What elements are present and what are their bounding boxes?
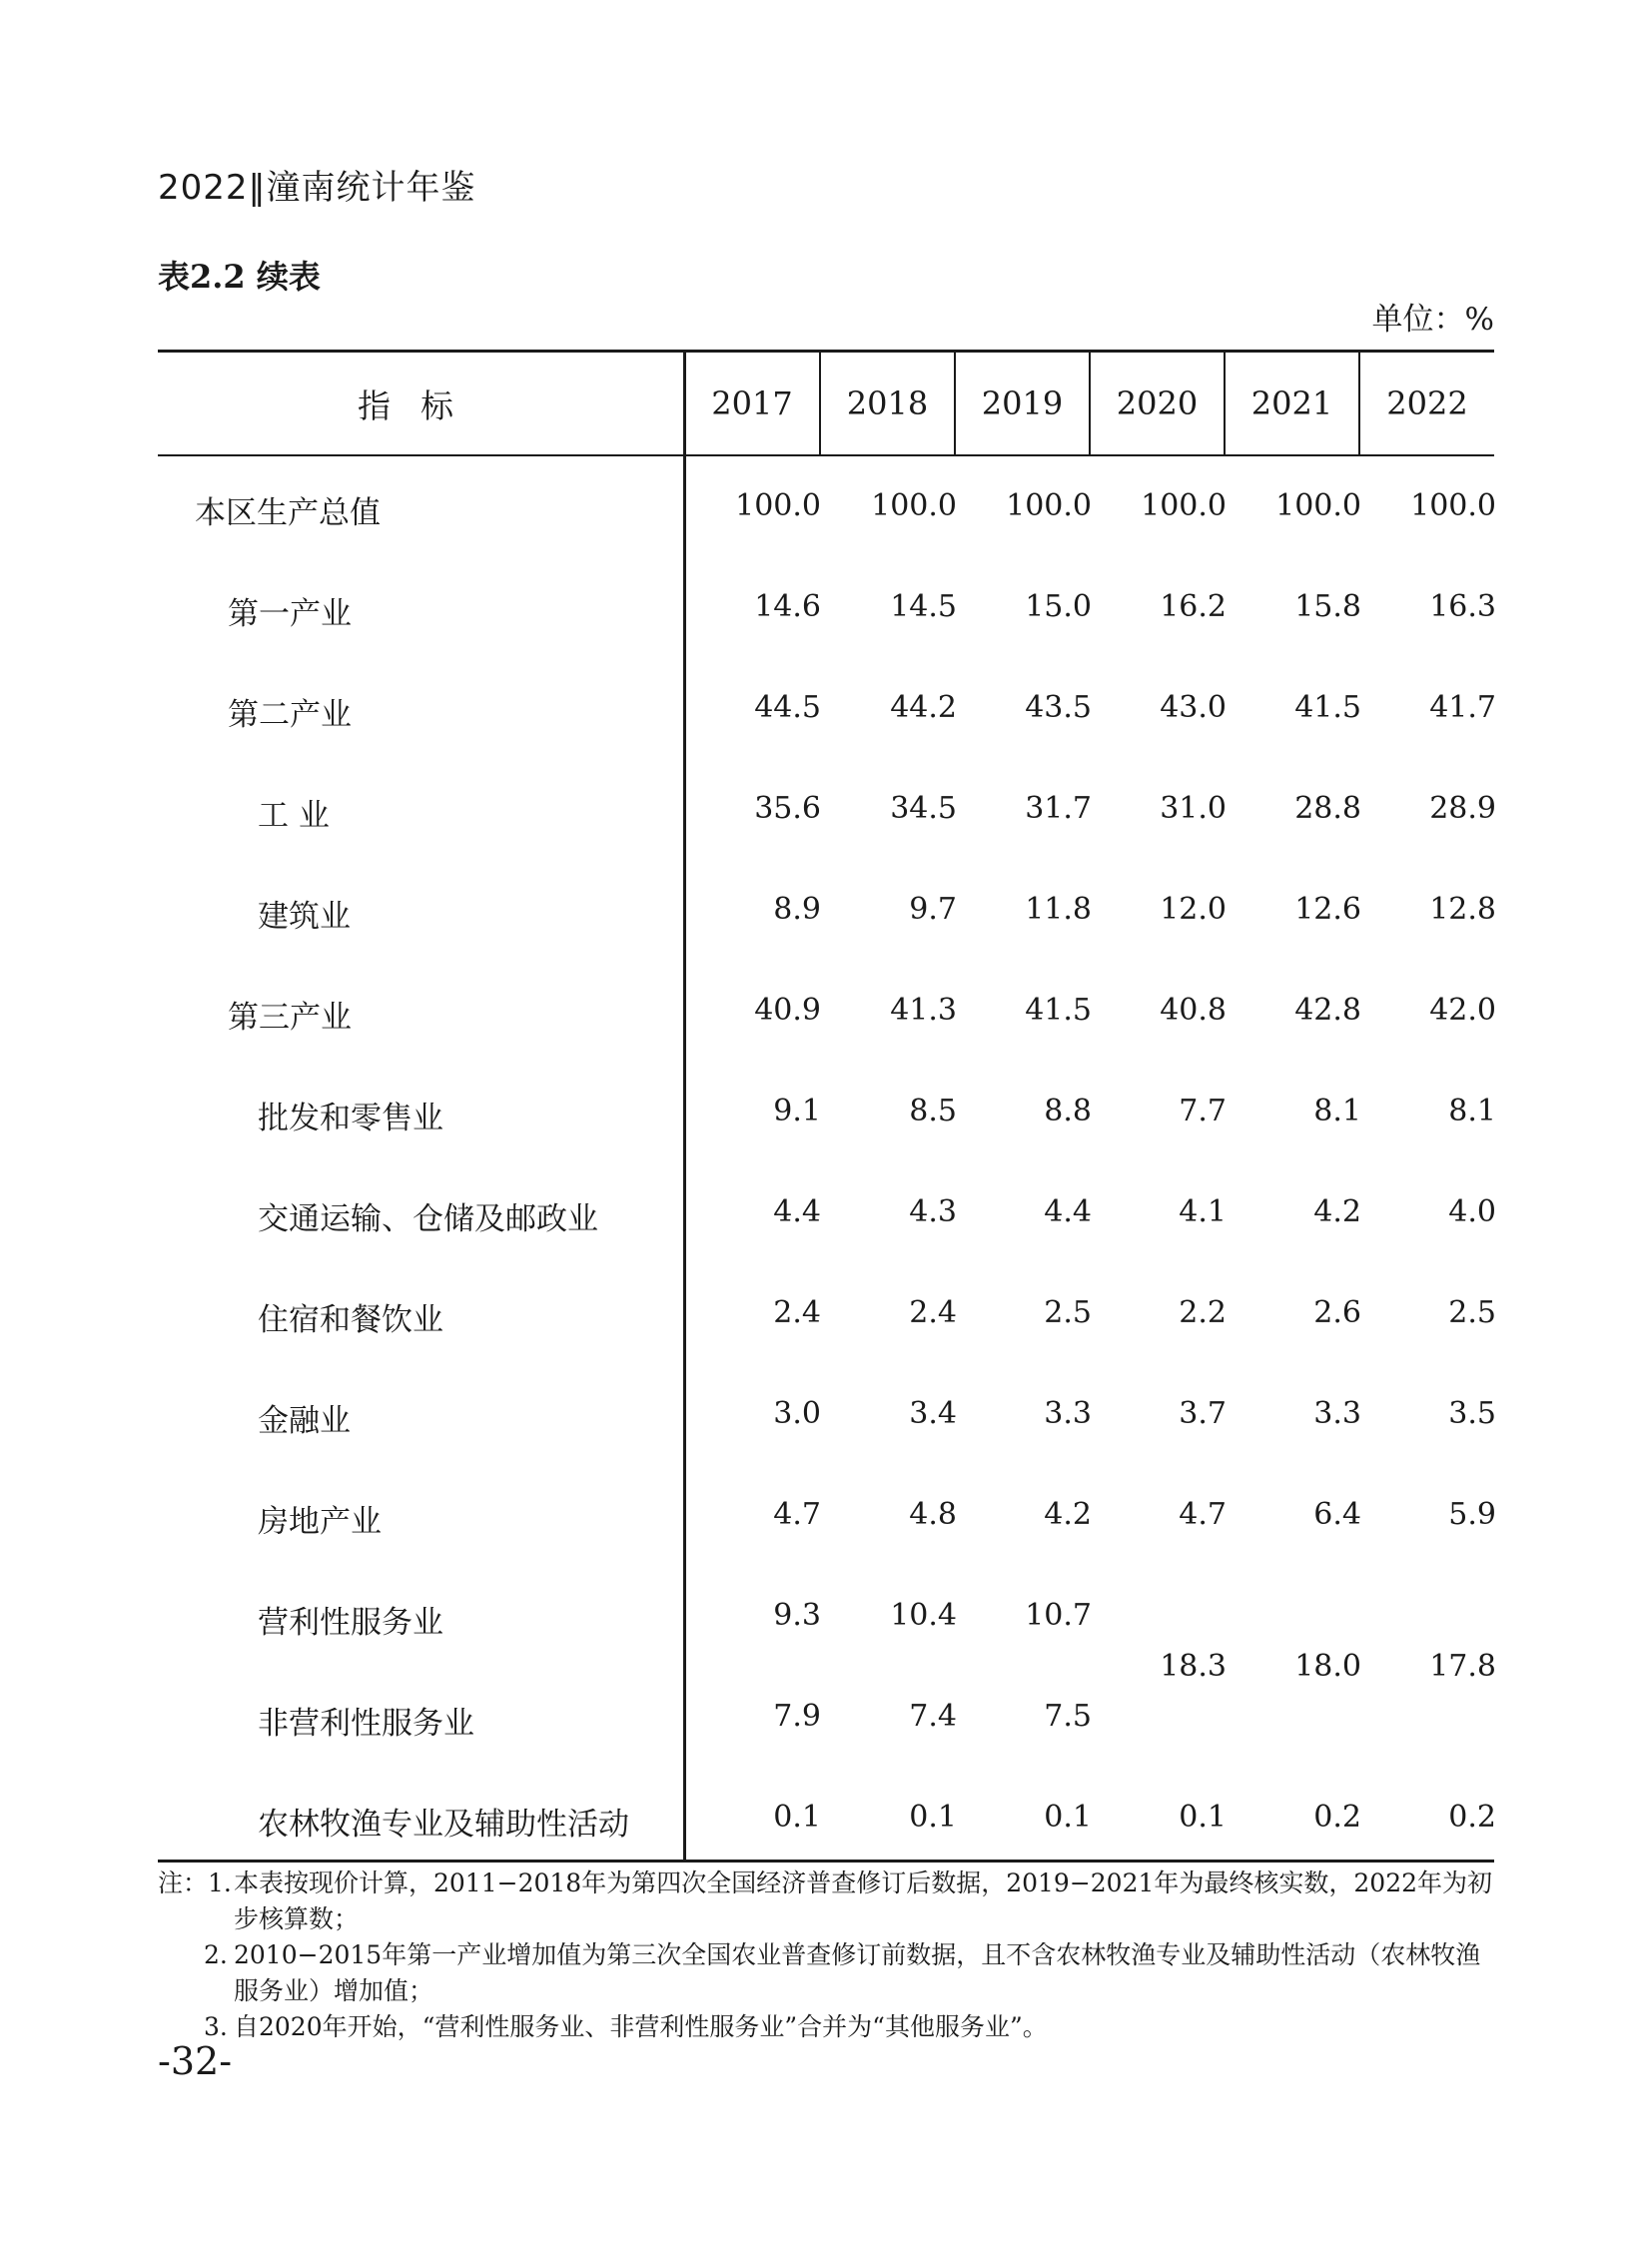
- note-item: [158, 1866, 1496, 1937]
- table-cell: 14.6: [754, 589, 821, 624]
- table-cell: 3.3: [1044, 1396, 1092, 1431]
- table-cell: 3.3: [1313, 1396, 1361, 1431]
- row-label: 房地产业: [258, 1504, 382, 1540]
- table-cell: 0.2: [1313, 1800, 1361, 1835]
- table-cell: 44.5: [754, 690, 821, 725]
- row-label: 本区生产总值: [195, 495, 381, 531]
- table-cell: 5.9: [1448, 1497, 1496, 1532]
- table-cell: 43.5: [1025, 690, 1092, 725]
- table-cell: 31.7: [1025, 791, 1092, 826]
- note-label: 3.: [204, 2012, 228, 2041]
- table-cell: 6.4: [1313, 1497, 1361, 1532]
- table-cell: 31.0: [1160, 791, 1227, 826]
- table-cell: 12.6: [1294, 892, 1361, 927]
- table-cell: 28.8: [1294, 791, 1361, 826]
- table-cell: 3.4: [909, 1396, 957, 1431]
- note-text: 本表按现价计算，2011−2018年为第四次全国经济普查修订后数据，2019−2021年为最终核实数，2022年为初步核算数；: [234, 1868, 1493, 1933]
- row-label: 交通运输、仓储及邮政业: [258, 1201, 598, 1237]
- table-notes: [158, 1866, 1496, 2045]
- note-text: 2010−2015年第一产业增加值为第三次全国农业普查修订前数据，且不含农林牧渔专业及辅助性活动（农林牧渔服务业）增加值；: [234, 1940, 1481, 2005]
- table-cell: 4.3: [909, 1194, 957, 1229]
- running-head: 2022‖潼南统计年鉴: [158, 168, 476, 208]
- table-cell: 41.5: [1025, 993, 1092, 1028]
- table-cell: 7.7: [1179, 1094, 1227, 1128]
- table-cell: 4.4: [773, 1194, 821, 1229]
- table-cell: 16.3: [1429, 589, 1496, 624]
- table-cell: 8.8: [1044, 1094, 1092, 1128]
- table-cell: 100.0: [871, 488, 957, 523]
- table-cell: 4.7: [1179, 1497, 1227, 1532]
- table-cell: 15.8: [1294, 589, 1361, 624]
- indicator-header: 指标: [358, 385, 483, 425]
- row-label: 住宿和餐饮业: [258, 1302, 443, 1338]
- table-cell: 0.1: [909, 1800, 957, 1835]
- table-cell: 10.4: [890, 1598, 957, 1633]
- merged-cell: 18.0: [1294, 1649, 1361, 1684]
- year-header-2021: 2021: [1250, 384, 1333, 422]
- table-cell: 40.9: [754, 993, 821, 1028]
- table-cell: 35.6: [754, 791, 821, 826]
- table-cell: 2.5: [1448, 1295, 1496, 1330]
- table-cell: 0.1: [1179, 1800, 1227, 1835]
- note-item: [158, 2009, 1496, 2045]
- row-label: 农林牧渔专业及辅助性活动: [258, 1807, 629, 1843]
- year-header-2020: 2020: [1116, 384, 1199, 422]
- table-cell: 8.1: [1448, 1094, 1496, 1128]
- row-label: 第三产业: [228, 1000, 352, 1036]
- table-cell: 9.1: [773, 1094, 821, 1128]
- table-cell: 0.1: [1044, 1800, 1092, 1835]
- table-cell: 2.6: [1313, 1295, 1361, 1330]
- year-header-2022: 2022: [1386, 384, 1468, 422]
- table-cell: 8.9: [773, 892, 821, 927]
- table-cell: 4.7: [773, 1497, 821, 1532]
- table-cell: 28.9: [1429, 791, 1496, 826]
- table-cell: 9.7: [909, 892, 957, 927]
- page-number: -32-: [158, 2039, 233, 2083]
- table-cell: 42.8: [1294, 993, 1361, 1028]
- table-cell: 7.4: [909, 1699, 957, 1734]
- table-cell: 9.3: [773, 1598, 821, 1633]
- table-cell: 34.5: [890, 791, 957, 826]
- table-cell: 100.0: [1410, 488, 1496, 523]
- table-cell: 10.7: [1025, 1598, 1092, 1633]
- table-cell: 40.8: [1160, 993, 1227, 1028]
- row-label: 批发和零售业: [258, 1101, 443, 1136]
- year-header-2017: 2017: [711, 384, 793, 422]
- table-cell: 4.1: [1179, 1194, 1227, 1229]
- note-label: 2.: [204, 1940, 228, 1969]
- table-cell: 16.2: [1160, 589, 1227, 624]
- table-cell: 100.0: [1141, 488, 1227, 523]
- note-text: 自2020年开始，“营利性服务业、非营利性服务业”合并为“其他服务业”。: [234, 2012, 1048, 2041]
- table-cell: 7.9: [773, 1699, 821, 1734]
- table-cell: 41.7: [1429, 690, 1496, 725]
- table-cell: 2.4: [909, 1295, 957, 1330]
- table-cell: 41.5: [1294, 690, 1361, 725]
- table-cell: 100.0: [735, 488, 821, 523]
- table-cell: 14.5: [890, 589, 957, 624]
- table-cell: 4.8: [909, 1497, 957, 1532]
- table-cell: 7.5: [1044, 1699, 1092, 1734]
- row-label: 非营利性服务业: [258, 1706, 474, 1742]
- table-title: 表2.2 续表: [158, 258, 321, 296]
- year-header-2018: 2018: [846, 384, 929, 422]
- merged-cell: 17.8: [1429, 1649, 1496, 1684]
- note-item: [158, 1937, 1496, 2009]
- unit-label: 单位：%: [1371, 302, 1494, 338]
- table-cell: 2.4: [773, 1295, 821, 1330]
- table-cell: 12.8: [1429, 892, 1496, 927]
- table-cell: 0.2: [1448, 1800, 1496, 1835]
- table-cell: 12.0: [1160, 892, 1227, 927]
- table-cell: 100.0: [1275, 488, 1361, 523]
- merged-cell: 18.3: [1160, 1649, 1227, 1684]
- table-cell: 42.0: [1429, 993, 1496, 1028]
- table-cell: 4.0: [1448, 1194, 1496, 1229]
- table-cell: 11.8: [1025, 892, 1092, 927]
- table-cell: 41.3: [890, 993, 957, 1028]
- table-cell: 44.2: [890, 690, 957, 725]
- table-cell: 3.0: [773, 1396, 821, 1431]
- table-bottom-rule: [158, 1860, 1494, 1863]
- row-label: 营利性服务业: [258, 1605, 443, 1641]
- table-cell: 0.1: [773, 1800, 821, 1835]
- table-cell: 8.5: [909, 1094, 957, 1128]
- year-header-2019: 2019: [981, 384, 1064, 422]
- row-label: 第一产业: [228, 596, 352, 632]
- table-cell: 2.2: [1179, 1295, 1227, 1330]
- row-label: 工 业: [258, 798, 330, 834]
- table-cell: 3.7: [1179, 1396, 1227, 1431]
- table-cell: 43.0: [1160, 690, 1227, 725]
- table-cell: 4.4: [1044, 1194, 1092, 1229]
- table-cell: 2.5: [1044, 1295, 1092, 1330]
- row-label: 第二产业: [228, 697, 352, 733]
- table-cell: 8.1: [1313, 1094, 1361, 1128]
- stub-divider: [683, 350, 686, 1862]
- table-cell: 4.2: [1044, 1497, 1092, 1532]
- table-cell: 100.0: [1006, 488, 1092, 523]
- row-label: 金融业: [258, 1403, 351, 1439]
- table-cell: 4.2: [1313, 1194, 1361, 1229]
- table-cell: 3.5: [1448, 1396, 1496, 1431]
- table-cell: 15.0: [1025, 589, 1092, 624]
- row-label: 建筑业: [258, 899, 351, 935]
- note-label: 注：1.: [158, 1868, 232, 1897]
